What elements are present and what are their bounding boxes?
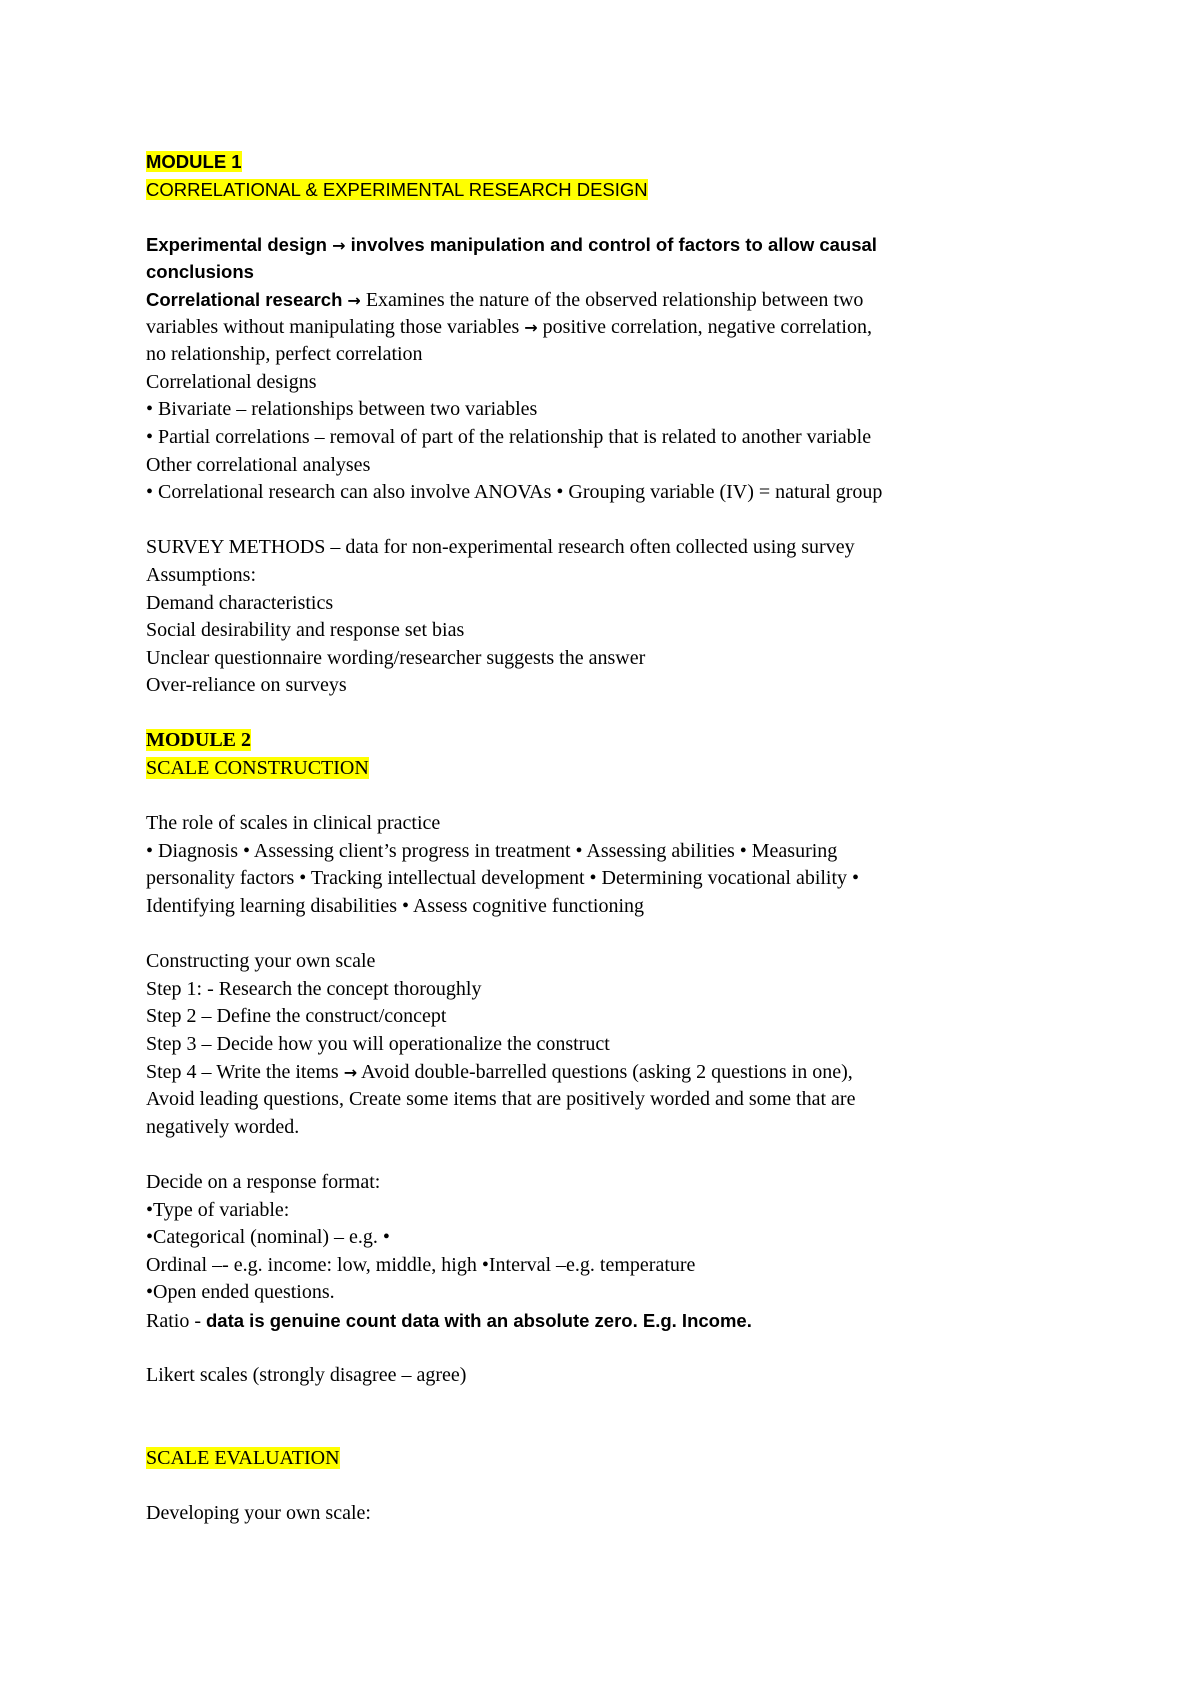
role-line: Identifying learning disabilities • Assess cognitive functioning (146, 895, 645, 918)
correlational-research-line-3: no relationship, perfect correlation (146, 343, 423, 366)
arrow-right-icon: → (524, 317, 538, 337)
arrow-right-icon: → (332, 235, 346, 255)
module-2-title: SCALE CONSTRUCTION (146, 757, 369, 780)
module-1-title: CORRELATIONAL & EXPERIMENTAL RESEARCH DESIGN (146, 178, 648, 200)
construct-heading: Constructing your own scale (146, 950, 376, 973)
survey-methods-line: SURVEY METHODS – data for non-experimental research often collected using survey (146, 536, 855, 559)
correlational-research-line-2: variables without manipulating those variables → positive correlation, negative correlation, (146, 315, 872, 338)
bullet-partial: • Partial correlations – removal of part of the relationship that is related to another variable (146, 425, 872, 448)
module-1-heading: MODULE 1 (146, 151, 242, 172)
format-item: Ordinal –- e.g. income: low, middle, high •Interval –e.g. temperature (146, 1253, 696, 1276)
bullet-anova: • Correlational research can also involve ANOVAs • Grouping variable (IV) = natural group (146, 481, 883, 504)
assumption-item: Social desirability and response set bias (146, 619, 465, 642)
format-item: •Categorical (nominal) – e.g. • (146, 1226, 390, 1249)
assumptions-heading: Assumptions: (146, 563, 257, 586)
format-item: •Type of variable: (146, 1198, 290, 1221)
step-item: Step 2 – Define the construct/concept (146, 1005, 447, 1028)
other-analyses-heading: Other correlational analyses (146, 453, 371, 476)
arrow-right-icon: → (343, 1062, 358, 1082)
correlational-designs-heading: Correlational designs (146, 370, 317, 393)
role-line: • Diagnosis • Assessing client’s progress in treatment • Assessing abilities • Measuring (146, 839, 838, 862)
document-content (146, 148, 1066, 1528)
likert-line: Likert scales (strongly disagree – agree) (146, 1364, 467, 1387)
correlational-research-line: Correlational research → Examines the nature of the observed relationship between two (146, 288, 864, 311)
role-heading: The role of scales in clinical practice (146, 812, 441, 835)
step-item-continued: Avoid leading questions, Create some items that are positively worded and some that are (146, 1088, 856, 1111)
assumption-item: Unclear questionnaire wording/researcher suggests the answer (146, 646, 646, 669)
response-format-heading: Decide on a response format: (146, 1170, 381, 1193)
developing-scale-line: Developing your own scale: (146, 1502, 371, 1525)
arrow-right-icon: → (347, 290, 361, 310)
step-item: Step 1: - Research the concept thoroughly (146, 977, 482, 1000)
ratio-line: Ratio - data is genuine count data with an absolute zero. E.g. Income. (146, 1309, 752, 1332)
step-item: Step 3 – Decide how you will operationalize the construct (146, 1033, 610, 1055)
experimental-design-line-2: conclusions (146, 261, 254, 283)
step-item: Step 4 – Write the items → Avoid double-barrelled questions (asking 2 questions in one), (146, 1060, 853, 1083)
experimental-design-line: Experimental design → involves manipulation and control of factors to allow causal (146, 233, 877, 255)
step-item-continued: negatively worded. (146, 1115, 300, 1138)
module-2-heading: MODULE 2 (146, 729, 251, 752)
format-item: •Open ended questions. (146, 1281, 335, 1304)
assumption-item: Over-reliance on surveys (146, 674, 347, 697)
role-line: personality factors • Tracking intellectual development • Determining vocational ability • (146, 867, 860, 890)
scale-evaluation-title: SCALE EVALUATION (146, 1446, 340, 1469)
bullet-bivariate: • Bivariate – relationships between two variables (146, 398, 538, 421)
assumption-item: Demand characteristics (146, 591, 334, 614)
